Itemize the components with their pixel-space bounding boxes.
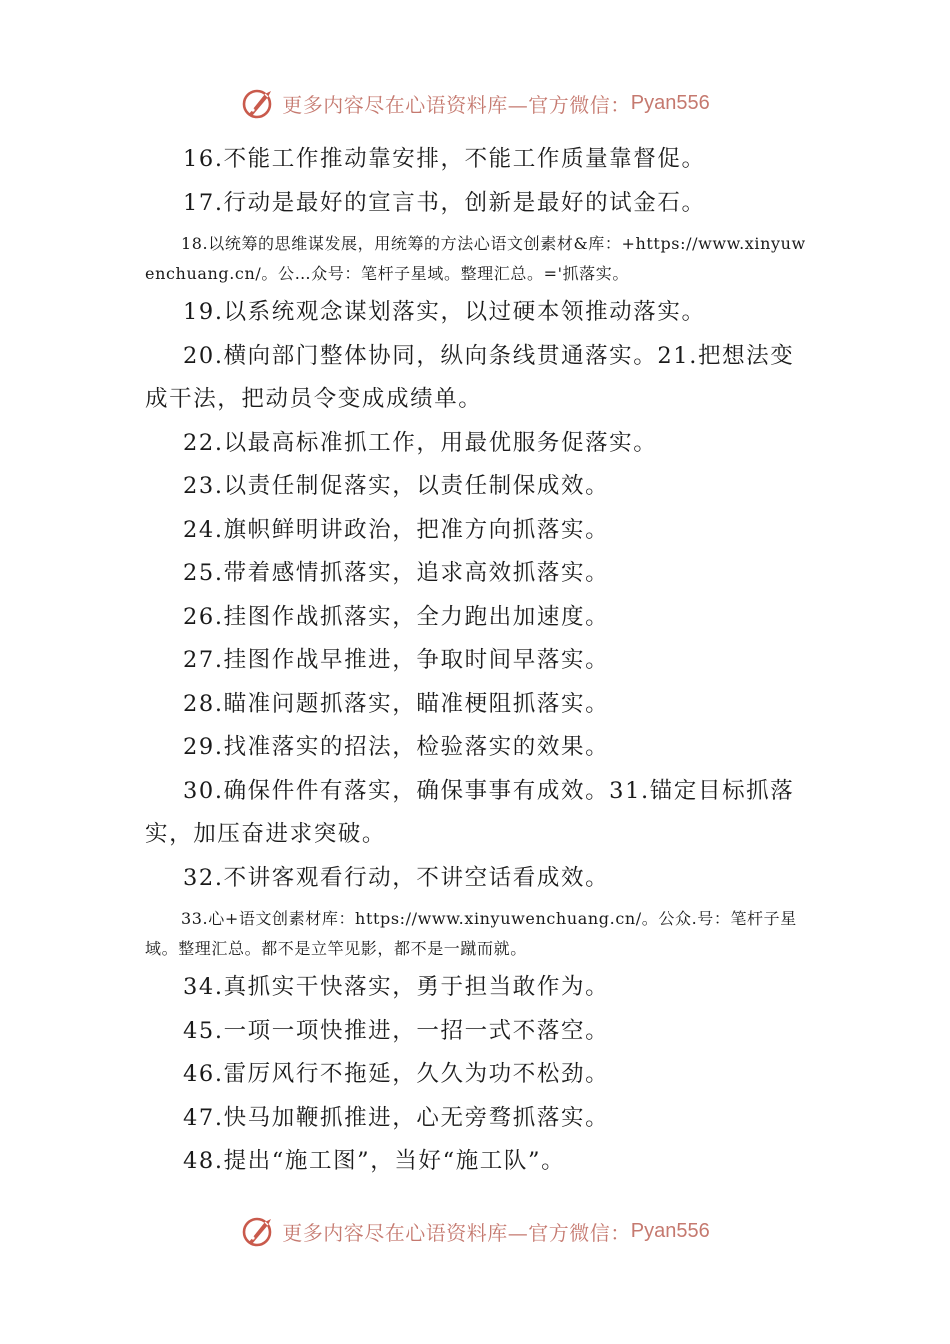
wechat-id: Pyan556 (630, 91, 710, 114)
list-item: 23.以责任制促落实，以责任制保成效。 (183, 473, 610, 499)
list-item: 34.真抓实干快落实，勇于担当敢作为。 (183, 974, 610, 1000)
list-item: 33.心+语文创素材库：https://www.xinyuwenchuang.cn/。公众.号：笔杆子星域。整理汇总。都不是立竿见影，都不是一蹴而就。 (145, 909, 797, 958)
list-item: 30.确保件件有落实，确保事事有成效。31.锚定目标抓落实，加压奋进求突破。 (145, 777, 795, 847)
list-item: 26.挂图作战抓落实，全力跑出加速度。 (183, 603, 610, 630)
pen-nib-icon (240, 85, 276, 121)
list-item: 16.不能工作推动靠安排，不能工作质量靠督促。 (183, 146, 706, 172)
banner-text: 更多内容尽在心语资料库—官方微信： (282, 1220, 631, 1245)
footer-banner (0, 1206, 950, 1256)
document-body (145, 138, 810, 1184)
list-item: 20.横向部门整体协同，纵向条线贯通落实。21.把想法变成干法，把动员令变成成绩单。 (145, 342, 795, 412)
list-item: 24.旗帜鲜明讲政治，把准方向抓落实。 (183, 516, 610, 543)
list-item: 48.提出“施工图”，当好“施工队”。 (183, 1148, 566, 1174)
list-item: 17.行动是最好的宣言书，创新是最好的试金石。 (183, 189, 706, 216)
list-item: 45.一项一项快推进，一招一式不落空。 (183, 1017, 610, 1044)
list-item: 22.以最高标准抓工作，用最优服务促落实。 (183, 429, 658, 456)
list-item: 27.挂图作战早推进，争取时间早落实。 (183, 647, 610, 673)
header-banner (0, 78, 950, 128)
list-item: 25.带着感情抓落实，追求高效抓落实。 (183, 560, 610, 586)
wechat-id: Pyan556 (630, 1219, 710, 1242)
list-item: 47.快马加鞭抓推进，心无旁骛抓落实。 (183, 1104, 610, 1131)
pen-nib-icon (240, 1213, 276, 1249)
list-item: 18.以统筹的思维谋发展，用统筹的方法心语文创素材&库：+https://www.xinyuwenchuang.cn/。公…众号：笔杆子星域。整理汇总。='抓落实。 (145, 234, 806, 283)
list-item: 19.以系统观念谋划落实，以过硬本领推动落实。 (183, 299, 706, 325)
list-item: 28.瞄准问题抓落实，瞄准梗阻抓落实。 (183, 690, 610, 717)
list-item: 29.找准落实的招法，检验落实的效果。 (183, 734, 610, 760)
list-item: 46.雷厉风行不拖延，久久为功不松劲。 (183, 1061, 610, 1087)
list-item: 32.不讲客观看行动，不讲空话看成效。 (183, 864, 610, 891)
banner-text: 更多内容尽在心语资料库—官方微信： (282, 92, 631, 117)
